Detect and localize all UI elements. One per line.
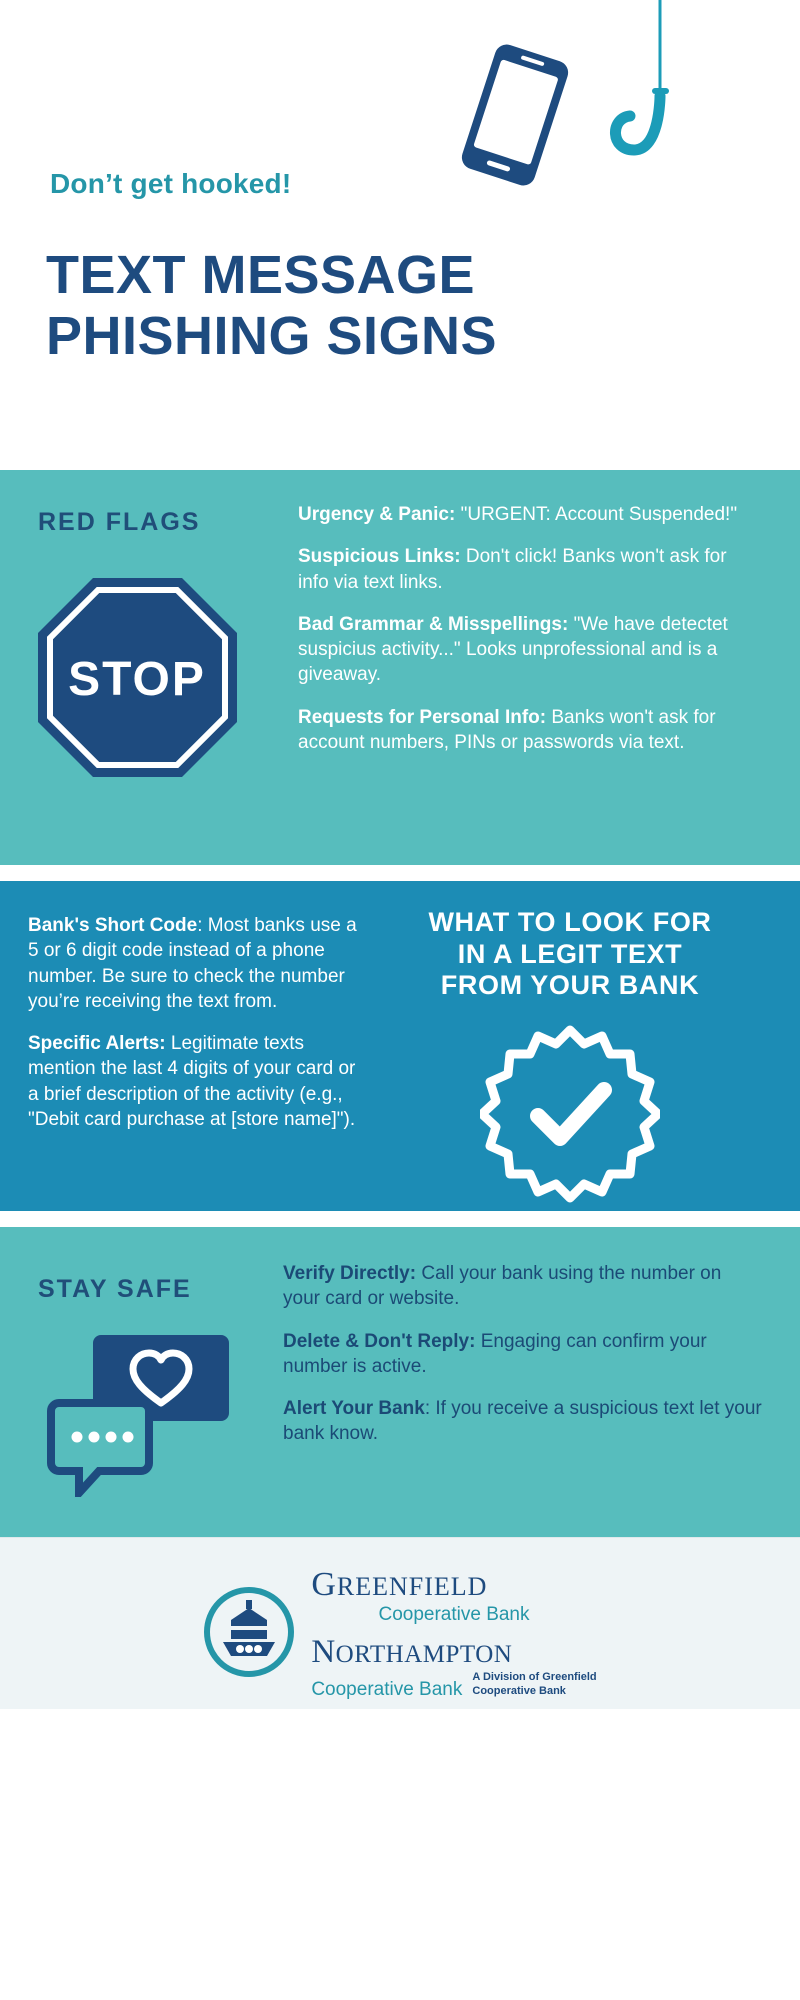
section-red-flags [0, 470, 800, 865]
bullet-lead: Bank's Short Code [28, 915, 198, 936]
greenfield-bank-logo-icon [203, 1586, 295, 1678]
stop-sign-icon [30, 570, 245, 785]
headline-line-1: TEXT MESSAGE [46, 245, 476, 305]
bullet-item [298, 544, 758, 595]
red-flags-bullets [298, 502, 758, 772]
page-title [46, 245, 497, 367]
bullet-text: : Most banks use a 5 or 6 digit code instead of a phone number. Be sure to check the number you’re receiving the text from. [28, 915, 357, 1012]
brand-greenfield-sub: Cooperative Bank [378, 1604, 530, 1625]
section-title: RED FLAGS [38, 508, 201, 536]
legit-text-heading-wrap [370, 907, 770, 1204]
bullet-text: Don't click! Banks won't ask for info via text links. [298, 546, 727, 593]
kicker-text: Don’t get hooked! [50, 168, 292, 199]
section-legit-text [0, 881, 800, 1211]
checkmark-burst-icon [480, 1024, 660, 1204]
band-divider [0, 1211, 800, 1227]
section-title: STAY SAFE [38, 1275, 192, 1303]
bullet-text: Banks won't ask for account numbers, PINs or passwords via text. [298, 706, 716, 753]
brand-northampton-sub: Cooperative Bank [311, 1678, 463, 1700]
bullet-text: Engaging can confirm your number is active. [283, 1330, 707, 1377]
heading-line-2: IN A LEGIT TEXT [457, 938, 683, 969]
smartphone-icon [455, 40, 575, 190]
bullet-text: "URGENT: Account Suspended!" [455, 504, 738, 525]
bullet-lead: Delete & Don't Reply: [283, 1330, 476, 1352]
footer-section [0, 1537, 800, 1709]
legit-text-bullets [28, 913, 358, 1149]
bullet-lead: Alert Your Bank [283, 1398, 425, 1420]
red-flags-title-wrap [38, 508, 268, 537]
bullet-item [28, 913, 358, 1014]
division-note-line-1: A Division of Greenfield [472, 1671, 597, 1683]
stay-safe-title-wrap [38, 1275, 268, 1304]
chat-bubbles-heart-icon [45, 1327, 235, 1497]
bullet-item [298, 612, 758, 688]
bullet-lead: Requests for Personal Info: [298, 706, 547, 728]
brand-lockup [0, 1564, 800, 1701]
brand1-initial: G [311, 1566, 337, 1603]
header-section [0, 0, 800, 470]
bullet-lead: Urgency & Panic: [298, 504, 456, 525]
bullet-text: : If you receive a suspicious text let your bank know. [283, 1398, 762, 1445]
bullet-item [28, 1031, 358, 1132]
bullet-lead: Suspicious Links: [298, 546, 461, 568]
division-note [472, 1671, 596, 1701]
bullet-lead: Verify Directly: [283, 1263, 417, 1284]
bullet-item [298, 502, 758, 527]
bullet-lead: Specific Alerts: [28, 1033, 166, 1055]
bullet-text: "We have detectet suspicius activity..." Looks unprofessional and is a giveaway. [298, 613, 728, 686]
headline-line-2: PHISHING SIGNS [46, 306, 498, 367]
brand-northampton-subrow [311, 1671, 596, 1701]
bullet-text: Call your bank using the number on your card or website. [283, 1263, 722, 1310]
brand2-rest: ORTHAMPTON [335, 1641, 513, 1668]
division-note-line-2: Cooperative Bank [472, 1684, 566, 1697]
bullet-item [298, 705, 758, 756]
section-stay-safe [0, 1227, 800, 1537]
brand-greenfield [311, 1568, 596, 1602]
brand1-rest: REENFIELD [336, 1572, 488, 1601]
heading-line-3: FROM YOUR BANK [440, 970, 700, 1001]
bullet-item [283, 1396, 763, 1447]
bullet-item [283, 1329, 763, 1380]
svg-text:STOP: STOP [68, 653, 206, 706]
bullet-item [283, 1261, 763, 1312]
heading-line-1: WHAT TO LOOK FOR [428, 907, 712, 937]
bullet-lead: Bad Grammar & Misspellings: [298, 613, 569, 635]
section-heading [370, 907, 770, 1002]
fishing-hook-icon [600, 0, 710, 210]
bullet-text: Legitimate texts mention the last 4 digits of your card or a brief description of the activity (e.g., "Debit card purchase at [store name]"). [28, 1033, 356, 1130]
stay-safe-bullets [283, 1261, 763, 1464]
band-divider [0, 865, 800, 881]
brand-text-wrap [311, 1564, 596, 1701]
brand-northampton [311, 1636, 596, 1669]
brand2-initial: N [311, 1634, 336, 1670]
